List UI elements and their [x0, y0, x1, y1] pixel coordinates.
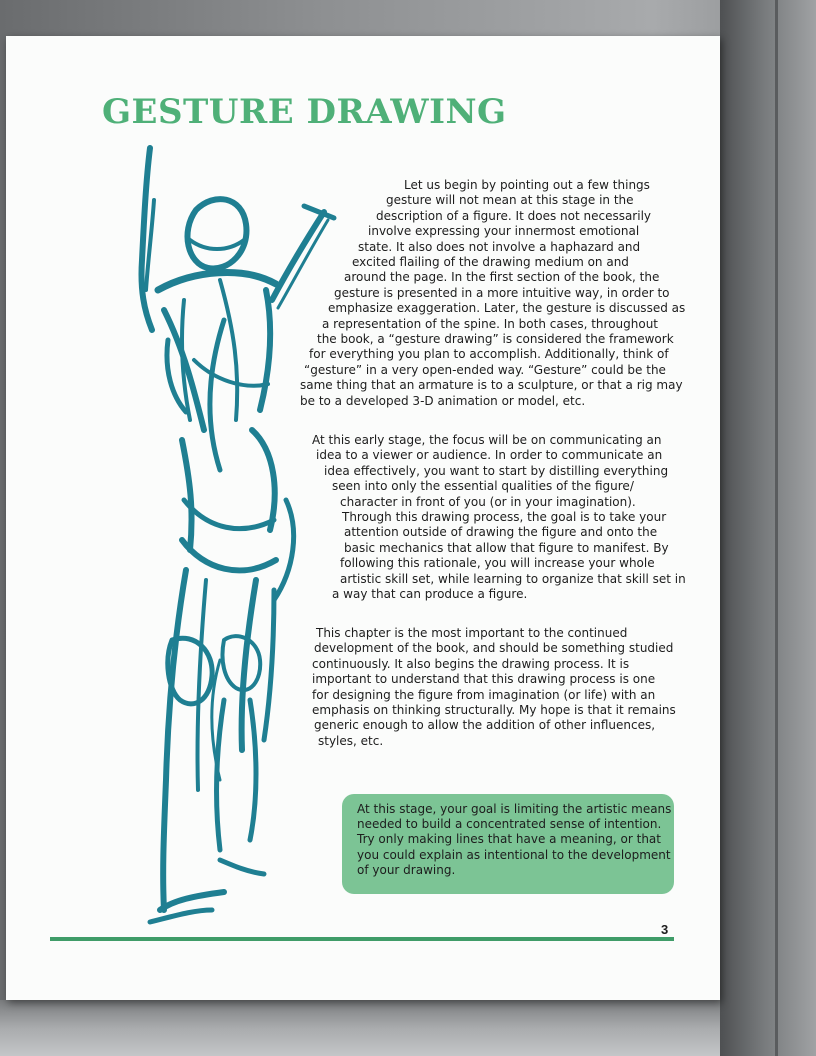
text-line: Through this drawing process, the goal is to take your: [342, 510, 667, 525]
page-title: GESTURE DRAWING: [102, 92, 507, 132]
text-line: gesture is presented in a more intuitive way, in order to: [334, 285, 670, 300]
paragraph-1: [300, 178, 686, 409]
text-line: for everything you plan to accomplish. Additionally, think of: [309, 347, 669, 362]
text-line: of your drawing.: [357, 862, 456, 877]
text-line: seen into only the essential qualities of the figure/: [332, 479, 634, 494]
text-line: gesture will not mean at this stage in the: [386, 193, 634, 208]
text-line: following this rationale, you will increase your whole: [340, 556, 655, 571]
tip-callout-text: [357, 802, 672, 878]
text-line: needed to build a concentrated sense of intention.: [357, 817, 662, 832]
text-line: involve expressing your innermost emotional: [368, 224, 640, 239]
text-line: Let us begin by pointing out a few things: [404, 178, 650, 192]
text-line: description of a figure. It does not necessarily: [376, 208, 652, 223]
text-line: excited flailing of the drawing medium on and: [352, 255, 629, 270]
scan-edge-line: [775, 0, 778, 1056]
text-line: idea effectively, you want to start by distilling everything: [324, 463, 669, 478]
text-line: “gesture” in a very open-ended way. “Gesture” could be the: [304, 362, 666, 377]
text-line: character in front of you (or in your imagination).: [340, 494, 636, 509]
footer-rule: [50, 937, 674, 941]
text-line: be to a developed 3-D animation or model, etc.: [300, 393, 586, 408]
text-line: At this stage, your goal is limiting the artistic means: [357, 802, 672, 816]
paragraph-3: [310, 626, 676, 749]
text-line: same thing that an armature is to a sculpture, or that a rig may: [300, 378, 683, 393]
text-line: styles, etc.: [318, 733, 384, 748]
scan-bottom-edge: [0, 1000, 816, 1056]
text-line: This chapter is the most important to the continued: [316, 626, 628, 640]
text-line: development of the book, and should be something studied: [314, 641, 674, 656]
text-line: emphasize exaggeration. Later, the gesture is discussed as: [328, 301, 686, 316]
text-line: continuously. It also begins the drawing process. It is: [312, 656, 630, 671]
text-line: generic enough to allow the addition of other influences,: [314, 718, 656, 733]
text-line: emphasis on thinking structurally. My hope is that it remains: [312, 703, 676, 718]
page-number: 3: [661, 922, 669, 937]
text-line: you could explain as intentional to the development: [357, 847, 671, 862]
scan-right-edge: [720, 0, 816, 1056]
text-line: Try only making lines that have a meaning, or that: [357, 832, 661, 847]
text-line: idea to a viewer or audience. In order to communicate an: [316, 448, 663, 463]
text-line: a representation of the spine. In both cases, throughout: [322, 316, 659, 331]
text-line: for designing the figure from imagination (or life) with an: [312, 687, 656, 702]
text-line: a way that can produce a figure.: [332, 587, 528, 602]
paragraph-2: [300, 433, 686, 602]
text-line: basic mechanics that allow that figure to manifest. By: [344, 540, 669, 555]
text-line: state. It also does not involve a haphazard and: [358, 239, 641, 254]
text-line: the book, a “gesture drawing” is considered the framework: [317, 332, 674, 347]
text-line: attention outside of drawing the figure and onto the: [344, 525, 658, 540]
text-line: artistic skill set, while learning to organize that skill set in: [340, 571, 686, 586]
text-line: important to understand that this drawing process is one: [312, 672, 656, 687]
text-line: around the page. In the first section of the book, the: [344, 270, 660, 285]
text-line: At this early stage, the focus will be on communicating an: [312, 433, 662, 447]
